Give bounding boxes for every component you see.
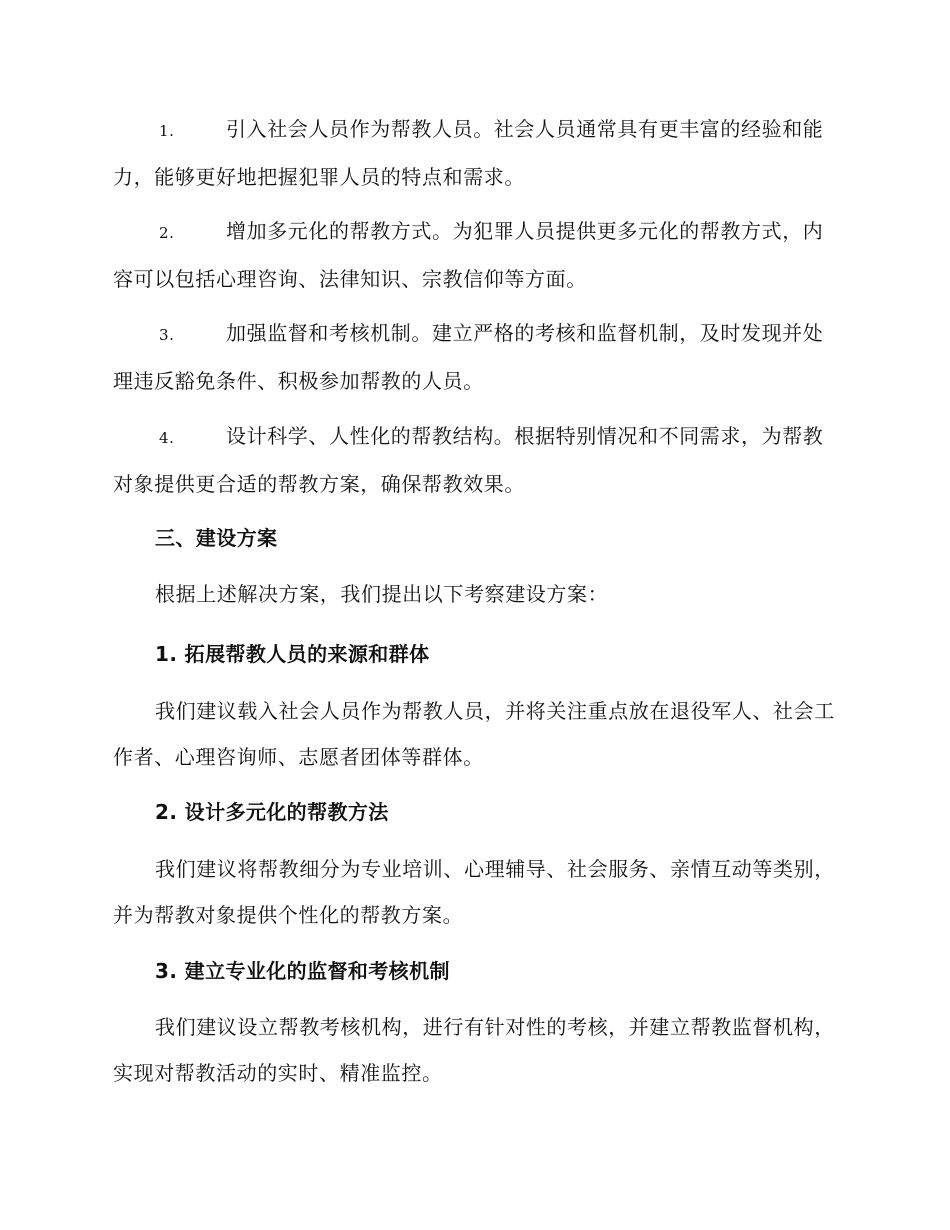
subsection-heading: 2. 设计多元化的帮教方法 <box>155 800 389 824</box>
subsection-heading: 1. 拓展帮教人员的来源和群体 <box>155 642 430 666</box>
list-item-number: 3. <box>159 326 175 344</box>
list-item-number: 1. <box>159 122 175 140</box>
list-item-number: 2. <box>159 224 175 242</box>
section-title: 三、建设方案 <box>155 526 278 550</box>
list-item-text: 引入社会人员作为帮教人员。社会人员通常具有更丰富的经验和能力，能够更好地把握犯罪人员的特点和需求。 <box>113 117 824 189</box>
subsection-body: 我们建议载入社会人员作为帮教人员，并将关注重点放在退役军人、社会工作者、心理咨询师、志愿者团体等群体。 <box>113 699 835 769</box>
list-item-text: 增加多元化的帮教方式。为犯罪人员提供更多元化的帮教方式，内容可以包括心理咨询、法律知识、宗教信仰等方面。 <box>113 219 824 291</box>
subsection-body: 我们建议设立帮教考核机构，进行有针对性的考核，并建立帮教监督机构，实现对帮教活动的实时、精准监控。 <box>113 1015 835 1085</box>
subsection-heading: 3. 建立专业化的监督和考核机制 <box>155 959 450 983</box>
list-item-text: 加强监督和考核机制。建立严格的考核和监督机制，及时发现并处理违反豁免条件、积极参加帮教的人员。 <box>113 321 824 393</box>
section-intro: 根据上述解决方案，我们提出以下考察建设方案： <box>155 582 609 606</box>
subsection-body: 我们建议将帮教细分为专业培训、心理辅导、社会服务、亲情互动等类别，并为帮教对象提供个性化的帮教方案。 <box>113 857 835 927</box>
list-item-number: 4. <box>159 429 175 447</box>
list-item <box>113 413 838 507</box>
list-item <box>113 310 838 404</box>
list-item <box>113 208 838 302</box>
list-item <box>113 106 838 200</box>
list-item-text: 设计科学、人性化的帮教结构。根据特别情况和不同需求，为帮教对象提供更合适的帮教方案，确保帮教效果。 <box>113 424 824 496</box>
